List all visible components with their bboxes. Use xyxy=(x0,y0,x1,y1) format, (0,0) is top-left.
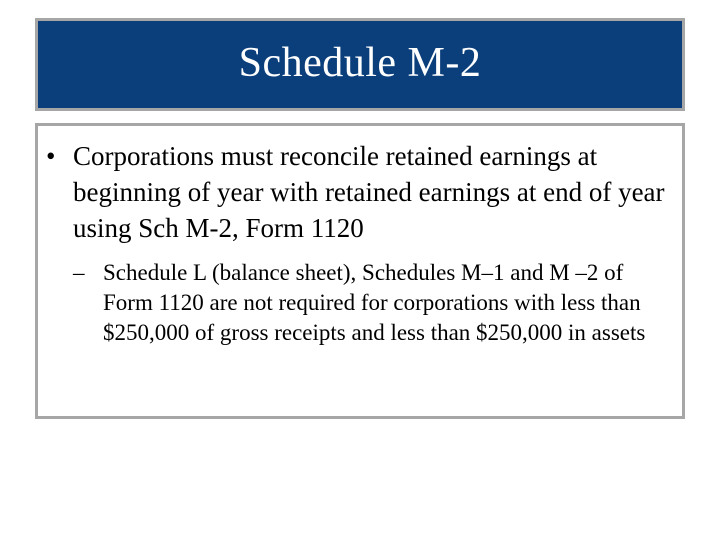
sub-bullet-text: Schedule L (balance sheet), Schedules M–1 and M –2 of Form 1120 are not required for corporations with less than $250,000 of gross receipts and less than $250,000 in assets xyxy=(103,260,646,345)
slide-title: Schedule M-2 xyxy=(238,39,482,86)
bullet-item xyxy=(46,138,676,246)
sub-bullet-item xyxy=(73,258,673,348)
bullet-marker-icon: • xyxy=(46,141,56,171)
bullet-text: Corporations must reconcile retained earnings at beginning of year with retained earnings at end of year using Sch M-2, Form 1120 xyxy=(73,141,665,243)
slide-title-bar xyxy=(35,18,685,111)
slide-content-box xyxy=(35,123,685,419)
dash-marker-icon: – xyxy=(73,260,85,285)
